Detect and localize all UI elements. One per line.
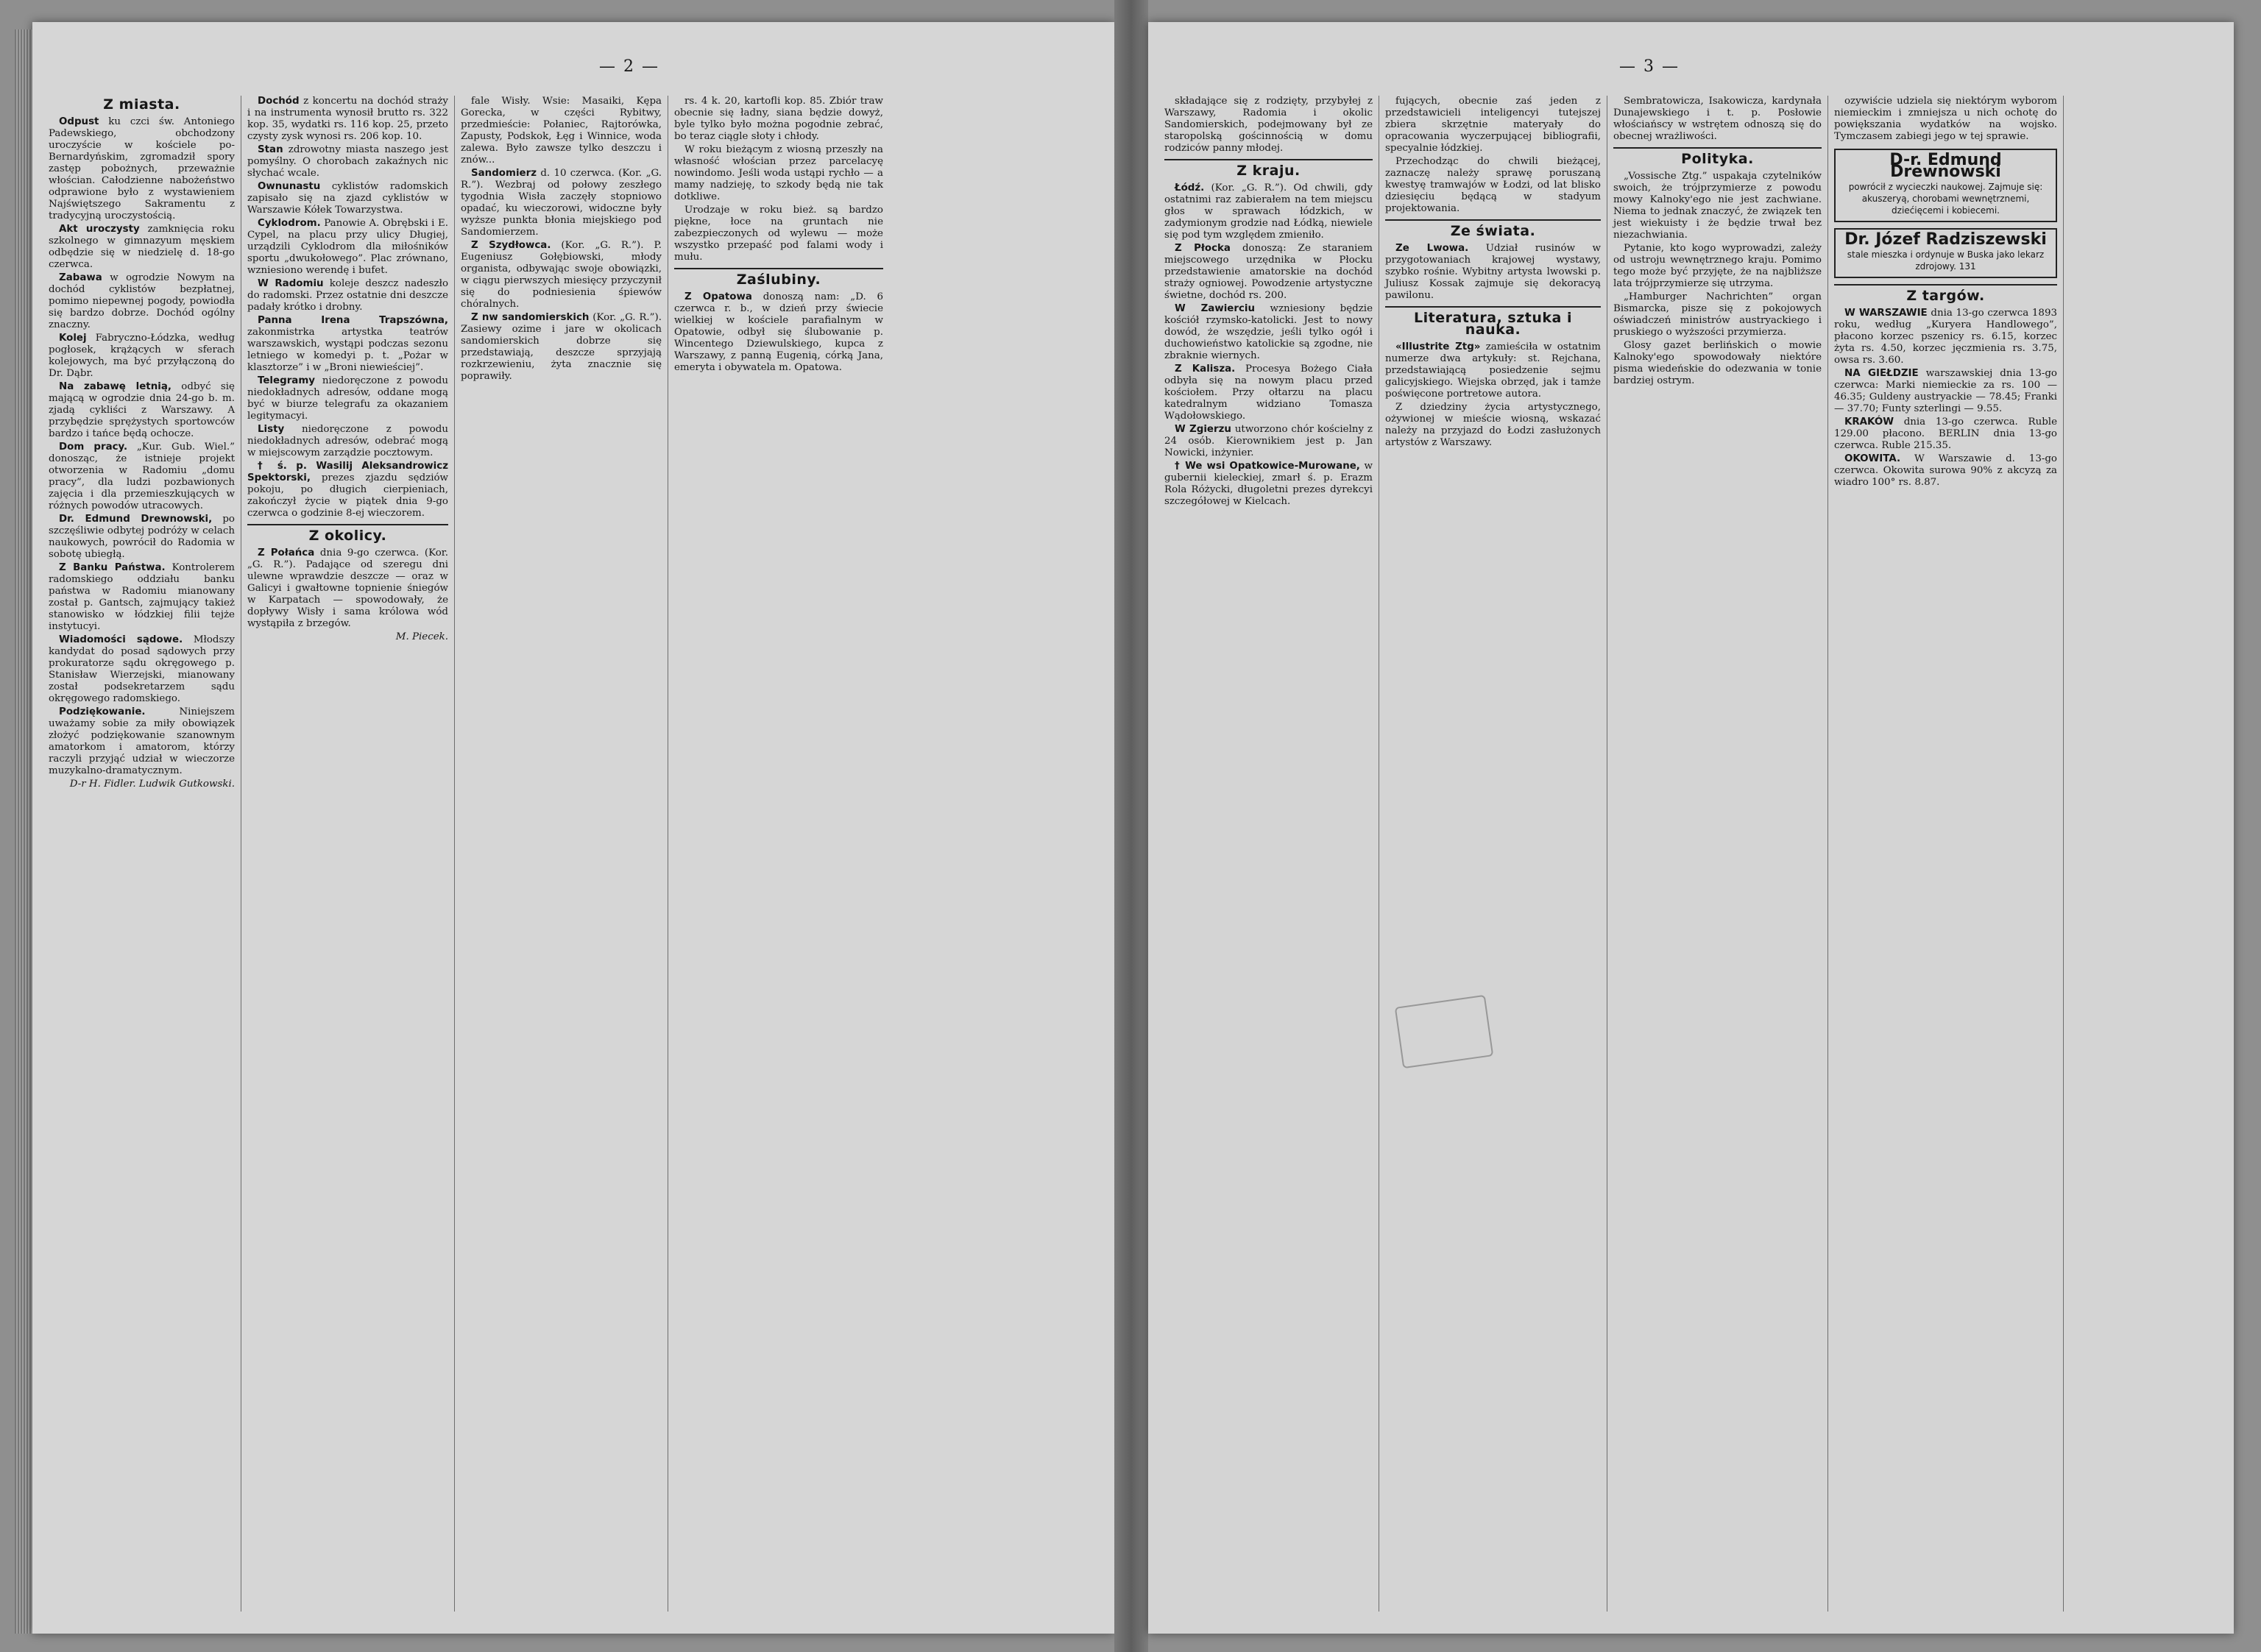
paragraph-group: [1834, 96, 2057, 143]
section-heading: Ze świata.: [1450, 223, 1536, 239]
page-number-left: — 2 —: [599, 57, 659, 76]
article-paragraph: [247, 461, 448, 520]
article-text: „Vossische Ztg.” uspakaja czytelników swoich, że trójprzymierze z powodu mowy Kalnoky'ego nie jest zachwiane. Niema to jednak znaczyć, że związek ten jest wiekuisty i że będzie trwał bez niezachwiania.: [1613, 171, 1822, 241]
article-text: prezes zjazdu sędziów pokoju, po długich cierpieniach, zakończył życie w piątek dnia 9-go czerwca o godzinie 8-ej wieczorem.: [247, 472, 449, 519]
article-paragraph: [461, 240, 662, 311]
paragraph-group: [674, 96, 883, 263]
section-heading: Z okolicy.: [308, 528, 387, 544]
divider: [1385, 219, 1601, 221]
section-heading: Zaślubiny.: [736, 272, 821, 288]
article-text: d. 10 czerwca. (Kor. „G. R.”). Wezbraj od połowy zeszłego tygodnia Wisła zaczęły stopniowo opadać, ku wieczorowi, widoczne były wyższe punkta błonia miejskiego pod Sandomierzem.: [461, 168, 662, 238]
article-paragraph: [247, 424, 448, 459]
article-lead: Dochód: [258, 96, 300, 107]
article-paragraph: [674, 144, 883, 203]
article-paragraph: [247, 375, 448, 422]
article-lead: Z nw sandomierskich: [471, 312, 590, 323]
article-text: ku czci św. Antoniego Padewskiego, obchodzony uroczyście w kościele po-Bernardyńskim, zgromadził spory zastęp pobożnych, przeważnie włościan. Całodzienne nabożeństwo odprawione było z wystawieniem Najświętszego Sakramentu z tradycyjną uroczystością.: [49, 116, 235, 221]
article-lead: Z Kalisza.: [1175, 364, 1236, 375]
divider: [247, 524, 448, 525]
article-text: Sembratowicza, Isakowicza, kardynała Dunajewskiego i t. p. Posłowie włościańscy w wstrętem odnoszą się do obecnej wrażliwości.: [1613, 96, 1822, 142]
article-lead: Odpust: [59, 116, 99, 127]
divider: [674, 268, 883, 269]
article-paragraph: [1164, 424, 1373, 459]
right-column-3: [1607, 96, 1828, 1612]
right-column-4: [1828, 96, 2064, 1612]
article-lead: W WARSZAWIE: [1844, 308, 1928, 319]
faded-stamp: [1395, 995, 1493, 1068]
article-paragraph: [247, 547, 448, 630]
article-paragraph: [1613, 291, 1822, 338]
left-column-1: [43, 96, 241, 1612]
article-lead: Z Szydłowca.: [471, 240, 551, 251]
paragraph-group: [247, 547, 448, 630]
article-paragraph: [674, 291, 883, 374]
article-text: W Warszawie d. 13-go czerwca. Okowita surowa 90% z akcyzą za wiadro 100° rs. 8.87.: [1834, 453, 2057, 488]
article-paragraph: [49, 634, 235, 705]
advertisement-title: D-r. Edmund Drewnowski: [1889, 151, 2002, 181]
article-paragraph: [247, 278, 448, 313]
divider: [1613, 147, 1822, 149]
article-text: (Kor. „G. R.”). P. Eugeniusz Gołębiowski, młody organista, odbywając swoje obowiązki, w ciągu pierwszych miesięcy przyczynił się do podniesienia śpiewów chóralnych.: [461, 240, 662, 310]
section-heading: Literatura, sztuka i nauka.: [1414, 310, 1572, 338]
article-text: zdrowotny miasta naszego jest pomyślny. O chorobach zakaźnych nic słychać wcale.: [247, 144, 448, 179]
article-lead: Na zabawę letnią,: [59, 381, 171, 392]
right-page: [1148, 22, 2234, 1634]
article-paragraph: [1385, 402, 1601, 449]
left-column-2: [241, 96, 455, 1612]
article-paragraph: [1164, 96, 1373, 155]
article-text: fujących, obecnie zaś jeden z przedstawicieli inteligencyi tutejszej zbiera skrzętnie materyały do opracowania wyczerpującej bibliografii, specyalnie łódzkiej.: [1385, 96, 1601, 154]
left-column-3: [455, 96, 668, 1612]
article-paragraph: [247, 144, 448, 180]
article-text: Przechodząc do chwili bieżącej, zaznaczę należy sprawę poruszaną kwestyę tramwajów w Łodzi, od lat blisko dziesięciu będącą w stadyum projektowania.: [1385, 156, 1601, 214]
paragraph-group: [1164, 96, 1373, 155]
article-paragraph: [1834, 308, 2057, 366]
article-paragraph: [1834, 368, 2057, 415]
article-paragraph: [1613, 171, 1822, 241]
article-text: Niniejszem uważamy sobie za miły obowiązek złożyć podziękowanie szanownym amatorkom i amatorom, którzy raczyli przyjąć udział w wieczorze muzykalno-dramatycznym.: [49, 706, 235, 776]
article-lead: Kolej: [59, 333, 87, 344]
paragraph-group: [49, 116, 235, 777]
right-column-1: [1158, 96, 1379, 1612]
article-text: Procesya Bożego Ciała odbyła się na nowym placu przed kościołem. Przy ołtarzu na placu katedralnym widziano Tomasza Wądołowskiego.: [1164, 364, 1373, 422]
article-text: warszawskiej dnia 13-go czerwca: Marki niemieckie za rs. 100 — 46.35; Guldeny austryackie — 78.45; Franki — 37.70; Funty szterlingi — 9.55.: [1834, 368, 2057, 414]
article-lead: OKOWITA.: [1844, 453, 1901, 464]
article-paragraph: [247, 96, 448, 143]
article-text: „Kur. Gub. Wiel.” donosząc, że istnieje projekt otworzenia w Radomiu „domu pracy”, dla ludzi pozbawionych zajęcia i dla przemieszkujących w różnych powodów utracowych.: [49, 442, 235, 511]
article-lead: Stan: [258, 144, 283, 155]
article-paragraph: [1834, 453, 2057, 489]
page-number-right: — 3 —: [1619, 57, 1680, 76]
article-text: Pytanie, kto kogo wyprowadzi, zależy od ustroju wewnętrznego kraju. Pomimo tego może być przyjęte, że na najbliższe lata trójprzymierze się utrzyma.: [1613, 243, 1822, 289]
left-column-4: [668, 96, 889, 1612]
article-lead: Dom pracy.: [59, 442, 128, 453]
section-heading: Polityka.: [1681, 151, 1754, 167]
article-text: po szczęśliwie odbytej podróży w celach naukowych, powrócił do Radomia w sobotę ubiegłą.: [49, 514, 235, 560]
article-paragraph: [461, 168, 662, 238]
article-text: ozywiście udziela się niektórym wyborom niemieckim i zmniejsza u nich ochotę do powiększania wydatków na wojsko. Tymczasem zabiegi jego w tej sprawie.: [1834, 96, 2057, 142]
article-paragraph: [49, 333, 235, 380]
article-text: donoszą: Ze staraniem miejscowego urzędnika w Płocku przedstawienie amatorskie na dochód straży ogniowej. Powodzenie artystyczne świetne, dochód rs. 200.: [1164, 243, 1373, 301]
divider: [1385, 306, 1601, 308]
article-paragraph: [461, 96, 662, 166]
article-lead: Wiadomości sądowe.: [59, 634, 183, 645]
article-text: z koncertu na dochód straży i na instrumenta wynosił brutto rs. 322 kop. 35, wydatki rs. 116 kop. 25, przeto czysty zysk wynosi rs. 206 kop. 10.: [247, 96, 448, 142]
article-lead: Zabawa: [59, 272, 102, 283]
article-text: Młodszy kandydat do posad sądowych przy prokuratorze sądu okręgowego p. Stanisław Wierzejski, mianowany został podsekretarzem sądu okręgowego radomskiego.: [49, 634, 235, 704]
paragraph-group: [1385, 341, 1601, 449]
article-text: dnia 13-go czerwca 1893 roku, według „Kuryera Handlowego”, płacono korzec pszenicy rs. 6.15, korzec żyta rs. 4.50, korzec jęczmienia rs. 3.75, owsa rs. 3.60.: [1834, 308, 2057, 366]
article-text: Z dziedziny życia artystycznego, ożywionej w mieście wiosną, wskazać należy na przyjazd do Łodzi zasłużonych artystów z Warszawy.: [1385, 402, 1601, 448]
article-text: rs. 4 k. 20, kartofli kop. 85. Zbiór traw obecnie się ładny, siana będzie dowyż, byle tylko było można pogodnie zebrać, bo teraz ciągle słoty i chłody.: [674, 96, 883, 142]
article-text: Urodzaje w roku bież. są bardzo piękne, łoce na gruntach nie zabezpieczonych od wylewu — może wszystko przepaść pod falami wody i mułu.: [674, 205, 883, 263]
paragraph-group: [1613, 171, 1822, 387]
article-paragraph: [49, 442, 235, 512]
advertisement-text: powrócił z wycieczki naukowej. Zajmuje się: akuszeryą, chorobami wewnętrznemi, dziećięcemi i kobiecemi.: [1848, 182, 2043, 216]
article-text: Panowie A. Obrębski i E. Cypel, na placu przy ulicy Długiej, urządzili Cyklodrom dla miłośników sportu „dwukołowego”. Plac zrównano, wzniesiono werendę i bufet.: [247, 218, 448, 276]
article-paragraph: [1164, 243, 1373, 302]
article-paragraph: [1834, 96, 2057, 143]
article-text: w gubernii kieleckiej, zmarł ś. p. Erazm Rola Różycki, długoletni prezes dyrekcyi szczegółowej w Kielcach.: [1164, 461, 1373, 507]
article-text: Udział rusinów w przygotowaniach krajowej wystawy, szybko rośnie. Wybitny artysta lwowski p. Juliusz Kossak zajmuje się dekoracyą pawilonu.: [1385, 243, 1601, 301]
right-column-2: [1379, 96, 1607, 1612]
article-paragraph: [49, 381, 235, 440]
signature: M. Piecek.: [395, 631, 448, 642]
article-paragraph: [1164, 461, 1373, 508]
article-text: zamknięcia roku szkolnego w gimnazyum męskiem odbędzie się w niedzielę d. 18-go czerwca.: [49, 224, 235, 270]
article-lead: «Illustrite Ztg»: [1395, 341, 1481, 352]
article-text: Fabryczno-Łódzka, według pogłosek, krążących w sferach kolejowych, ma być przyłączoną do Dr. Dąbr.: [49, 333, 235, 379]
article-paragraph: [49, 706, 235, 777]
article-paragraph: [1385, 96, 1601, 155]
paragraph-group: [461, 96, 662, 383]
article-text: niedoręczone z powodu niedokładnych adresów, oddane mogą być w biurze telegrafu za okazaniem legitymacyi.: [247, 375, 448, 422]
section-heading: Z miasta.: [103, 96, 180, 113]
paragraph-group: [1834, 308, 2057, 489]
article-text: dnia 13-go czerwca. Ruble 129.00 płacono. BERLIN dnia 13-go czerwca. Ruble 215.35.: [1834, 416, 2057, 451]
article-lead: KRAKÓW: [1844, 416, 1894, 428]
paragraph-group: [1385, 243, 1601, 302]
paragraph-group: [674, 291, 883, 374]
article-paragraph: [1164, 364, 1373, 422]
article-paragraph: [674, 96, 883, 143]
article-paragraph: [49, 514, 235, 561]
article-lead: W Radomiu: [258, 278, 324, 289]
article-paragraph: [1164, 182, 1373, 241]
article-text: Glosy gazet berlińskich o mowie Kalnoky'ego spowodowały niektóre pisma wiedeńskie do odezwania w tonie bardziej ostrym.: [1613, 340, 1822, 386]
article-paragraph: [1613, 96, 1822, 143]
paragraph-group: [1613, 96, 1822, 143]
article-paragraph: [1164, 303, 1373, 362]
article-text: dnia 9-go czerwca. (Kor. „G. R.”). Padające od szeregu dni ulewne wprawdzie deszcze — oraz w Galicyi i gwałtowne topnienie śniegów w Karpatach — spowodowały, że dopływy Wisły i sama królowa wód wystąpiła z brzegów.: [247, 547, 448, 629]
article-text: donoszą nam: „D. 6 czerwca r. b., w dzień przy świecie wielkiej w kościele parafialnym w Opatowie, odbył się ślubowanie p. Wincentego Dziewulskiego, kupca z Warszawy, z panną Eugenią, córką Jana, emeryta i obywatela m. Opatowa.: [674, 291, 884, 373]
section-heading: Z kraju.: [1236, 163, 1301, 179]
article-text: w ogrodzie Nowym na dochód cyklistów bezpłatnej, pomimo niepewnej pogody, powiodła się bardzo dobrze. Dochód ogólny znaczny.: [49, 272, 235, 330]
article-lead: † We wsi Opatkowice-Murowane,: [1175, 461, 1360, 472]
article-paragraph: [247, 218, 448, 277]
divider: [1164, 159, 1373, 160]
article-text: Kontrolerem radomskiego oddziału banku państwa w Radomiu mianowany został p. Gantsch, zajmujący takież stanowisko w łódzkiej filii tejże instytucyi.: [49, 562, 235, 632]
book-spine: [1114, 0, 1148, 1652]
article-paragraph: [49, 562, 235, 633]
article-lead: Panna Irena Trapszówna,: [258, 315, 448, 326]
article-lead: NA GIEŁDZIE: [1844, 368, 1919, 379]
article-text: niedoręczone z powodu niedokładnych adresów, odebrać mogą w miejscowym zarządzie pocztowym.: [247, 424, 448, 458]
article-text: (Kor. „G. R.”). Zasiewy ozime i jare w okolicach sandomierskich dobrze się przedstawiają, deszcze sprzyjają rozkrzewieniu, żyta znacznie się poprawiły.: [461, 312, 662, 382]
article-lead: Z Opatowa: [684, 291, 752, 302]
article-lead: Łódź.: [1175, 182, 1205, 194]
article-paragraph: [674, 205, 883, 263]
article-paragraph: [247, 181, 448, 216]
article-paragraph: [49, 116, 235, 222]
paragraph-group: [1164, 182, 1373, 508]
article-lead: Z Płocka: [1175, 243, 1231, 254]
article-paragraph: [1385, 243, 1601, 302]
article-lead: Ownunastu: [258, 181, 321, 192]
article-lead: Sandomierz: [471, 168, 537, 179]
advertisement-title: Dr. Józef Radziszewski: [1844, 230, 2047, 249]
article-paragraph: [1613, 243, 1822, 290]
advertisement-text: stale mieszka i ordynuje w Buska jako lekarz zdrojowy. 131: [1847, 249, 2045, 272]
article-paragraph: [49, 272, 235, 331]
article-text: zamieściła w ostatnim numerze dwa artykuły: st. Rejchana, przedstawiającą posiedzenie sejmu galicyjskiego. Wiejska obrzęd, jak i tamże poświęcone portretowe autora.: [1385, 341, 1601, 400]
article-lead: Akt uroczysty: [59, 224, 140, 235]
section-heading: Z targów.: [1906, 288, 1985, 304]
article-text: składające się z rodzięty, przybyłej z Warszawy, Radomia i okolic Sandomierskich, podejmowany był ze staropolską gościnnością w domu rodziców panny młodej.: [1164, 96, 1373, 154]
advertisement: [1834, 149, 2057, 222]
left-page: [32, 22, 1114, 1634]
signature: D-r H. Fidler. Ludwik Gutkowski.: [69, 779, 235, 790]
article-lead: Dr. Edmund Drewnowski,: [59, 514, 213, 525]
divider: [1834, 284, 2057, 286]
page-stack-edge: [15, 29, 34, 1634]
article-text: wzniesiony będzie kościół rzymsko-katolicki. Jest to nowy dowód, że wszędzie, jeśli tylko ogół i duchowieństwo katolickie są zgodne, nie zbraknie wiernych.: [1164, 303, 1373, 361]
article-text: odbyć się mającą w ogrodzie dnia 24-go b. m. zjadą cykliści z Warszawy. A przybędzie sprężystych sportowców bardzo i tańce będą ochocze.: [49, 381, 235, 439]
article-text: fale Wisły. Wsie: Masaiki, Kępa Gorecka, w części Rybitwy, przedmieście: Połaniec, Rajtorówka, Zapusty, Podskok, Łęg i Winnice, woda zalewa. Było zawsze tylko deszczu i znów...: [461, 96, 662, 166]
article-lead: Cyklodrom.: [258, 218, 321, 229]
article-paragraph: [49, 224, 235, 271]
ads-group: [1834, 149, 2057, 278]
article-lead: Telegramy: [258, 375, 316, 386]
article-paragraph: [1613, 340, 1822, 387]
article-lead: W Zawierciu: [1175, 303, 1256, 314]
paragraph-group: [1385, 96, 1601, 215]
advertisement: [1834, 228, 2057, 278]
article-text: „Hamburger Nachrichten” organ Bismarcka, pisze się z pokojowych oświadczeń ministrów austryackiego i pruskiego o wyższości przymierza.: [1613, 291, 1822, 338]
article-paragraph: [247, 315, 448, 374]
article-paragraph: [1834, 416, 2057, 452]
article-lead: Listy: [258, 424, 285, 435]
article-paragraph: [461, 312, 662, 383]
article-lead: Z Połańca: [258, 547, 315, 559]
article-text: W roku bieżącym z wiosną przeszły na własność włościan przez parcelacyę nowindomo. Jeśli woda ustąpi rychło — a mamy nadzieję, to szkody będą nie tak dotkliwe.: [674, 144, 883, 202]
article-text: koleje deszcz nadeszło do radomski. Przez ostatnie dni deszcze padały krótko i drobny.: [247, 278, 449, 313]
paragraph-group: [247, 96, 448, 520]
article-lead: W Zgierzu: [1175, 424, 1231, 435]
article-paragraph: [1385, 341, 1601, 400]
article-paragraph: [1385, 156, 1601, 215]
article-text: (Kor. „G. R.”). Od chwili, gdy ostatnimi raz zabierałem na tem miejscu głos w sprawach łódzkich, w zadymionym grodzie nad Łódką, niewiele się pod tym względem zmieniło.: [1164, 182, 1373, 241]
article-text: cyklistów radomskich zapisało się na zjazd cyklistów w Warszawie Kółek Towarzystwa.: [247, 181, 448, 216]
article-lead: Z Banku Państwa.: [59, 562, 166, 573]
article-lead: † ś. p. Wasilij Aleksandrowicz Spektorski,: [247, 461, 448, 483]
article-lead: Ze Lwowa.: [1395, 243, 1469, 254]
article-lead: Podziękowanie.: [59, 706, 146, 717]
article-text: utworzono chór kościelny z 24 osób. Kierownikiem jest p. Jan Nowicki, inżynier.: [1164, 424, 1373, 458]
article-text: zakonmistrka artystka teatrów warszawskich, wystąpi podczas sezonu letniego w komedyi p. t. „Pożar w klasztorze” i w „Broni niewieściej”.: [247, 327, 448, 373]
